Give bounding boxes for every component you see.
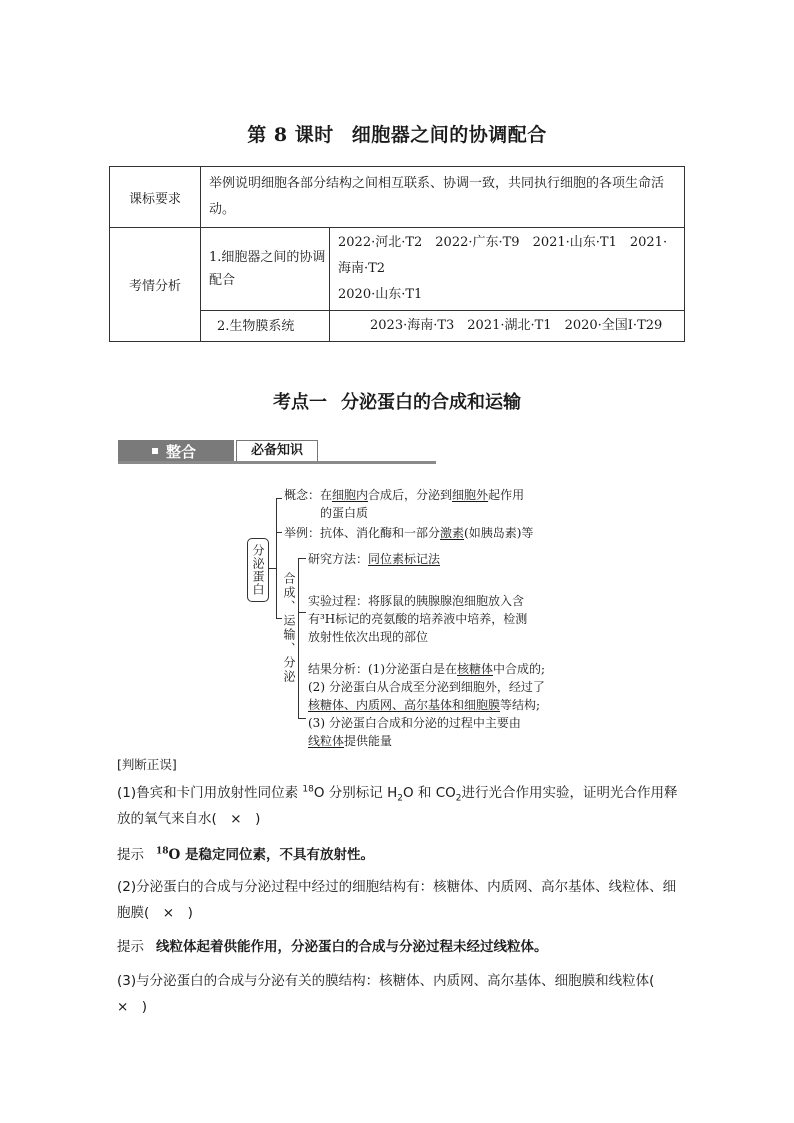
table-sub-label-1: 1.细胞器之间的协调配合 bbox=[201, 228, 330, 311]
hint-1: 提示 $^{18}$O 是稳定同位素，不具有放射性。 bbox=[117, 846, 374, 863]
example-node: 举例：抗体、消化酶和一部分激素(如胰岛素)等 bbox=[284, 526, 534, 540]
question-3: (3)与分泌蛋白的合成与分泌有关的膜结构：核糖体、内质网、高尔基体、细胞膜和线粒体( × ) bbox=[117, 973, 668, 1015]
question-2: (2)分泌蛋白的合成与分泌过程中经过的细胞结构有：核糖体、内质网、高尔基体、线粒体、细胞膜( × ) bbox=[117, 879, 677, 921]
table-sub-label-2: 2.生物膜系统 bbox=[201, 311, 330, 342]
lesson-number: 第 8 课时 bbox=[247, 124, 334, 146]
concept-map bbox=[240, 480, 570, 750]
experiment-line-2: 有³H标记的亮氨酸的培养液中培养，检测 bbox=[308, 612, 528, 626]
experiment-line-3: 放射性依次出现的部位 bbox=[308, 630, 429, 644]
banner-underline bbox=[118, 461, 436, 464]
experiment-line-1: 实验过程：将豚鼠的胰腺腺泡细胞放入含 bbox=[308, 594, 525, 608]
result-line-5: 线粒体提供能量 bbox=[308, 734, 393, 748]
result-line-2: (2) 分泌蛋白从合成至分泌到细胞外，经过了 bbox=[308, 680, 545, 694]
years-line-2: 2020·山东·T1 bbox=[338, 287, 423, 302]
table-sub-years-1 bbox=[330, 228, 685, 311]
branch-label: 合成、运输、分泌 bbox=[282, 572, 296, 684]
lesson-title: 细胞器之间的协调配合 bbox=[351, 124, 547, 146]
table-label-standard: 课标要求 bbox=[110, 167, 201, 228]
table-sub-years-2: 2023·海南·T3 2021·湖北·T1 2020·全国Ⅰ·T29 bbox=[330, 311, 685, 342]
section-banner bbox=[118, 440, 436, 464]
section-name: 分泌蛋白的合成和运输 bbox=[341, 392, 521, 413]
banner-main-label: 整合 bbox=[166, 443, 197, 461]
result-line-1: 结果分析：(1)分泌蛋白是在核糖体中合成的; bbox=[308, 662, 546, 676]
concept-node-line2: 的蛋白质 bbox=[320, 506, 369, 520]
years-line-1: 2022·河北·T2 2022·广东·T9 2021·山东·T1 2021·海南·T2 bbox=[338, 235, 668, 276]
method-node: 研究方法：同位素标记法 bbox=[308, 552, 441, 566]
concept-map-root: 分泌蛋白 bbox=[247, 538, 269, 602]
square-bullet-icon bbox=[152, 448, 158, 454]
page-title bbox=[0, 120, 794, 147]
section-prefix: 考点一 bbox=[273, 392, 327, 413]
result-line-4: (3) 分泌蛋白合成和分泌的过程中主要由 bbox=[308, 716, 521, 730]
section-title bbox=[0, 388, 794, 414]
hint-2: 提示 线粒体起着供能作用，分泌蛋白的合成与分泌过程未经过线粒体。 bbox=[117, 939, 548, 955]
requirements-table bbox=[109, 166, 685, 342]
table-label-analysis: 考情分析 bbox=[110, 228, 201, 342]
result-line-3: 核糖体、内质网、高尔基体和细胞膜等结构; bbox=[308, 698, 541, 712]
table-standard-text: 举例说明细胞各部分结构之间相互联系、协调一致，共同执行细胞的各项生命活动。 bbox=[201, 167, 685, 228]
judge-heading: [判断正误] bbox=[117, 757, 177, 772]
banner-tag: 必备知识 bbox=[236, 440, 318, 462]
question-1: (1)鲁宾和卡门用放射性同位素 $^{18}$O 分别标记 $H_2O$ 和 $CO_2$进行光合作用实验，证明光合作用释放的氧气来自水( × ) bbox=[117, 784, 678, 827]
concept-node: 概念：在细胞内合成后，分泌到细胞外起作用 bbox=[284, 488, 525, 502]
